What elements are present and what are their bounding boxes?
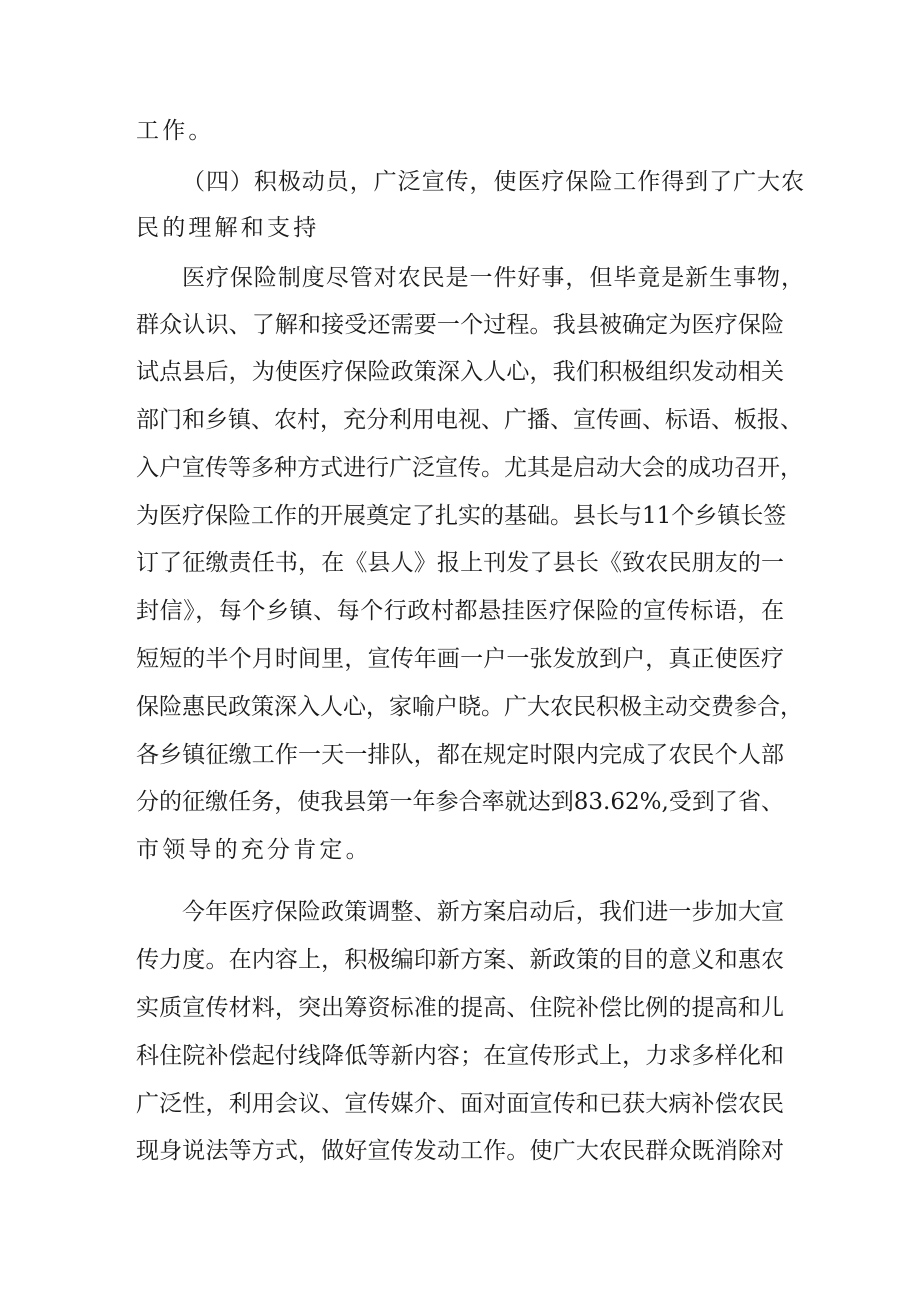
text-line-18: 传力度。在内容上，积极编印新方案、新政策的目的意义和惠农 xyxy=(136,947,784,973)
text-line-10: 订了征缴责任书，在《县人》报上刊发了县长《致农民朋友的一 xyxy=(136,550,784,576)
text-line-15: 分的征缴任务，使我县第一年参合率就达到83.62%,受到了省、 xyxy=(136,789,784,815)
section-heading-line-2: 民的理解和支持 xyxy=(136,215,320,241)
text-line-13: 保险惠民政策深入人心，家喻户晓。广大农民积极主动交费参合， xyxy=(136,694,803,720)
text-line-21: 广泛性，利用会议、宣传媒介、面对面宣传和已获大病补偿农民 xyxy=(136,1091,784,1117)
text-line-9: 为医疗保险工作的开展奠定了扎实的基础。县长与11个乡镇长签 xyxy=(136,503,787,529)
section-heading-line-1: （四）积极动员，广泛宣传，使医疗保险工作得到了广大农 xyxy=(182,169,804,195)
text-line-7: 部门和乡镇、农村，充分利用电视、广播、宣传画、标语、板报、 xyxy=(136,407,803,433)
text-line-11: 封信》，每个乡镇、每个行政村都悬挂医疗保险的宣传标语，在 xyxy=(136,598,784,624)
text-line-1: 工作。 xyxy=(136,118,215,144)
text-line-19: 实质宣传材料，突出筹资标准的提高、住院补偿比例的提高和儿 xyxy=(136,995,784,1021)
text-line-8: 入户宣传等多种方式进行广泛宣传。尤其是启动大会的成功召开， xyxy=(136,455,803,481)
text-line-22: 现身说法等方式，做好宣传发动工作。使广大农民群众既消除对 xyxy=(136,1138,784,1164)
text-line-17: 今年医疗保险政策调整、新方案启动后，我们进一步加大宣 xyxy=(182,899,784,925)
text-line-16: 市领导的充分肯定。 xyxy=(136,837,372,863)
text-line-12: 短短的半个月时间里，宣传年画一户一张发放到户，真正使医疗 xyxy=(136,646,784,672)
text-line-4: 医疗保险制度尽管对农民是一件好事，但毕竟是新生事物， xyxy=(182,265,804,291)
text-line-20: 科住院补偿起付线降低等新内容；在宣传形式上，力求多样化和 xyxy=(136,1043,784,1069)
text-line-6: 试点县后，为使医疗保险政策深入人心，我们积极组织发动相关 xyxy=(136,359,784,385)
text-line-5: 群众认识、了解和接受还需要一个过程。我县被确定为医疗保险 xyxy=(136,312,784,338)
text-line-14: 各乡镇征缴工作一天一排队，都在规定时限内完成了农民个人部 xyxy=(136,742,784,768)
